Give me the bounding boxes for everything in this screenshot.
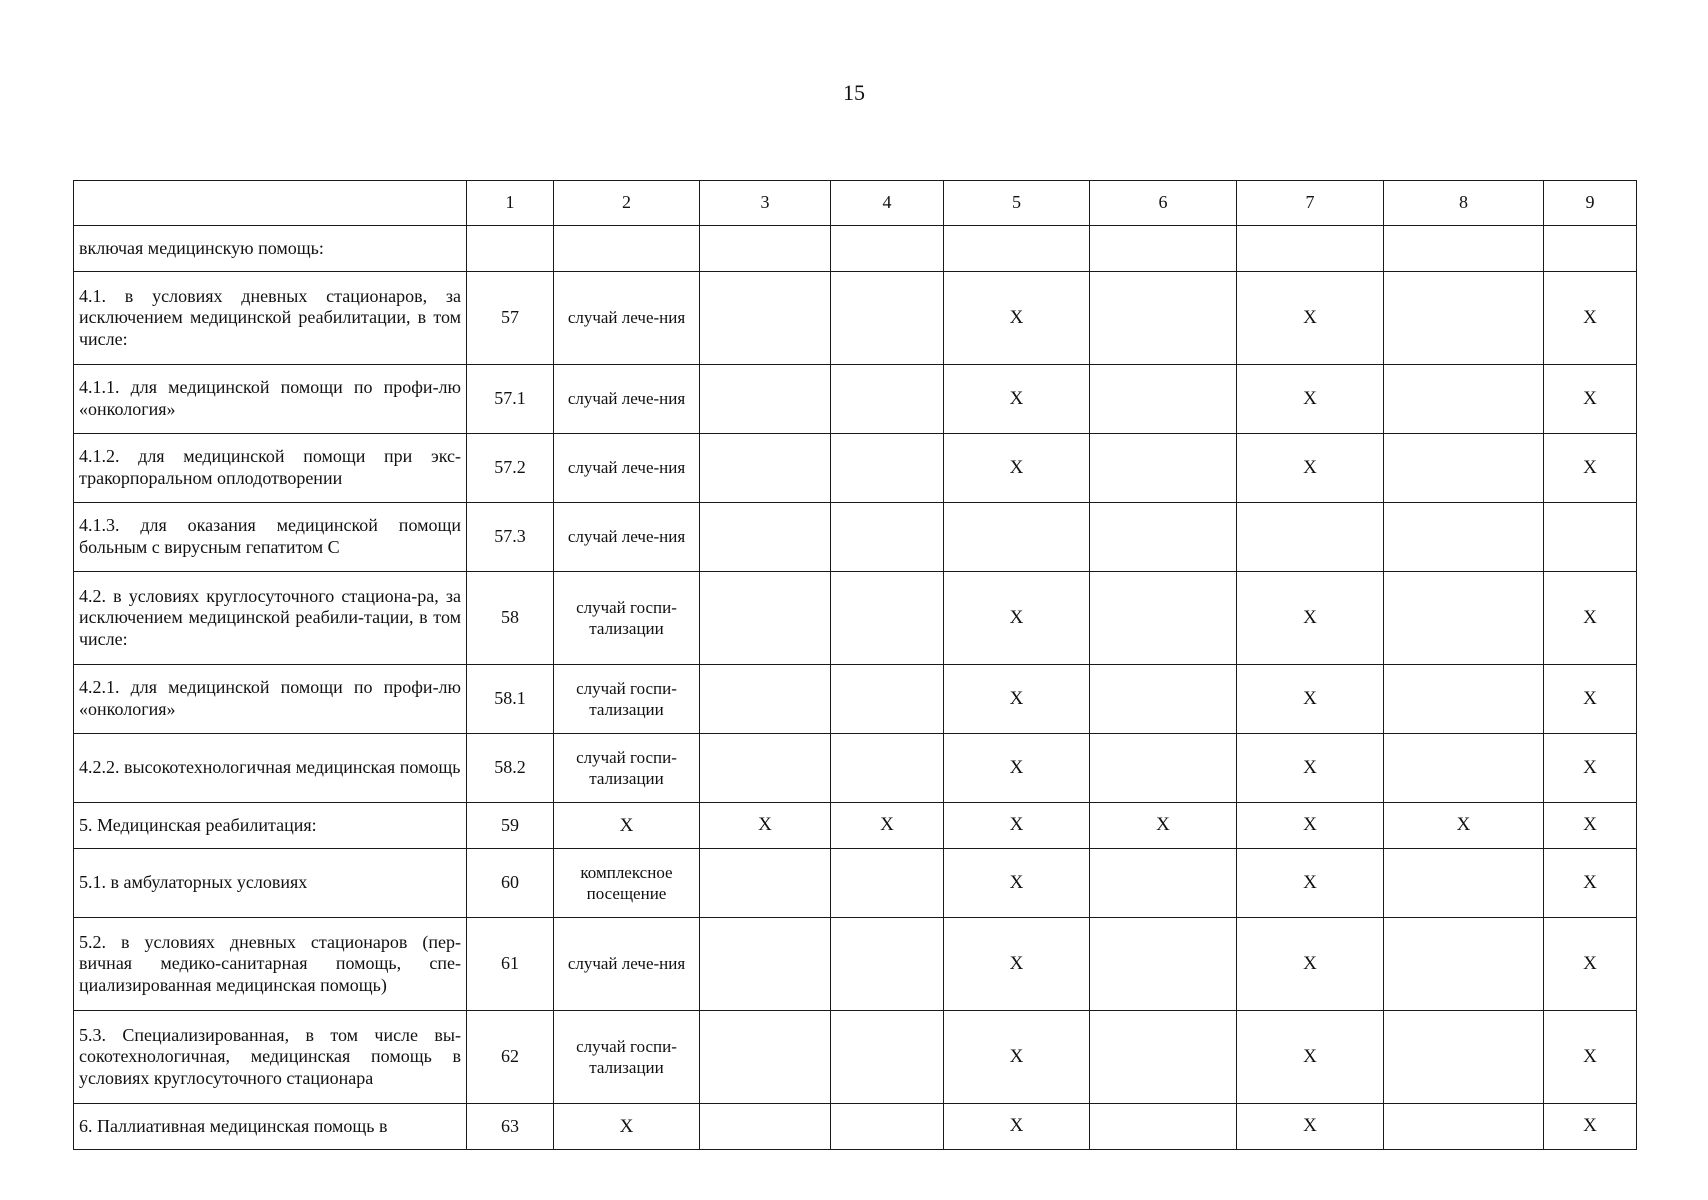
cell-col-8 bbox=[1384, 434, 1544, 503]
row-unit bbox=[554, 226, 700, 272]
row-unit: случай лече-ния bbox=[554, 434, 700, 503]
cell-col-7: X bbox=[1237, 849, 1384, 918]
cell-col-8 bbox=[1384, 226, 1544, 272]
cell-col-9 bbox=[1544, 503, 1637, 572]
page-number: 15 bbox=[843, 80, 865, 105]
cell-col-4 bbox=[831, 1011, 944, 1104]
cell-col-8 bbox=[1384, 503, 1544, 572]
cell-col-6: X bbox=[1090, 803, 1237, 849]
row-number: 58.2 bbox=[467, 734, 554, 803]
cell-col-8 bbox=[1384, 665, 1544, 734]
cell-col-4 bbox=[831, 734, 944, 803]
cell-col-7: X bbox=[1237, 1104, 1384, 1150]
row-number: 61 bbox=[467, 918, 554, 1011]
cell-col-9 bbox=[1544, 226, 1637, 272]
row-number: 57.1 bbox=[467, 365, 554, 434]
cell-col-3 bbox=[700, 918, 831, 1011]
cell-col-9: X bbox=[1544, 803, 1637, 849]
cell-col-4 bbox=[831, 272, 944, 365]
header-cell: 2 bbox=[554, 181, 700, 226]
cell-col-4 bbox=[831, 503, 944, 572]
row-description: 4.2.2. высокотехнологичная медицинская помощь bbox=[74, 734, 467, 803]
cell-col-9: X bbox=[1544, 1011, 1637, 1104]
cell-col-6 bbox=[1090, 226, 1237, 272]
cell-col-5: X bbox=[944, 1011, 1090, 1104]
table-row bbox=[74, 665, 1637, 734]
row-description: 4.1.3. для оказания медицинской помощи больным с вирусным гепатитом С bbox=[74, 503, 467, 572]
cell-col-6 bbox=[1090, 272, 1237, 365]
data-table bbox=[73, 180, 1637, 1150]
cell-col-5: X bbox=[944, 665, 1090, 734]
row-number: 60 bbox=[467, 849, 554, 918]
table-row bbox=[74, 572, 1637, 665]
row-unit: комплексное посещение bbox=[554, 849, 700, 918]
table-row bbox=[74, 803, 1637, 849]
cell-col-5: X bbox=[944, 434, 1090, 503]
table-row bbox=[74, 1104, 1637, 1150]
table-row bbox=[74, 734, 1637, 803]
row-number: 58 bbox=[467, 572, 554, 665]
cell-col-5: X bbox=[944, 918, 1090, 1011]
cell-col-7: X bbox=[1237, 365, 1384, 434]
cell-col-5: X bbox=[944, 365, 1090, 434]
cell-col-7: X bbox=[1237, 434, 1384, 503]
cell-col-3 bbox=[700, 849, 831, 918]
row-description: 5.3. Специализированная, в том числе вы-сокотехнологичная, медицинская помощь в условиях круглосуточного стационара bbox=[74, 1011, 467, 1104]
cell-col-4 bbox=[831, 226, 944, 272]
cell-col-7 bbox=[1237, 503, 1384, 572]
cell-col-5: X bbox=[944, 849, 1090, 918]
row-description: 5.2. в условиях дневных стационаров (пер-вичная медико-санитарная помощь, спе-циализированная медицинская помощь) bbox=[74, 918, 467, 1011]
header-cell: 6 bbox=[1090, 181, 1237, 226]
cell-col-7: X bbox=[1237, 1011, 1384, 1104]
table-row bbox=[74, 226, 1637, 272]
cell-col-8 bbox=[1384, 365, 1544, 434]
cell-col-7: X bbox=[1237, 272, 1384, 365]
cell-col-3 bbox=[700, 503, 831, 572]
table-row bbox=[74, 503, 1637, 572]
cell-col-5 bbox=[944, 503, 1090, 572]
cell-col-5: X bbox=[944, 1104, 1090, 1150]
table-row bbox=[74, 365, 1637, 434]
cell-col-7: X bbox=[1237, 572, 1384, 665]
cell-col-8 bbox=[1384, 1011, 1544, 1104]
cell-col-8 bbox=[1384, 734, 1544, 803]
cell-col-8: X bbox=[1384, 803, 1544, 849]
header-cell: 9 bbox=[1544, 181, 1637, 226]
header-cell: 4 bbox=[831, 181, 944, 226]
row-description: включая медицинскую помощь: bbox=[74, 226, 467, 272]
row-description: 4.2.1. для медицинской помощи по профи-лю «онкология» bbox=[74, 665, 467, 734]
table-row bbox=[74, 1011, 1637, 1104]
cell-col-3 bbox=[700, 1104, 831, 1150]
cell-col-6 bbox=[1090, 918, 1237, 1011]
row-description: 4.1.2. для медицинской помощи при экс-тракорпоральном оплодотворении bbox=[74, 434, 467, 503]
cell-col-6 bbox=[1090, 734, 1237, 803]
cell-col-3 bbox=[700, 734, 831, 803]
header-cell: 8 bbox=[1384, 181, 1544, 226]
column-number-header-row bbox=[74, 181, 1637, 226]
table-row bbox=[74, 434, 1637, 503]
header-cell: 5 bbox=[944, 181, 1090, 226]
cell-col-4 bbox=[831, 849, 944, 918]
cell-col-5: X bbox=[944, 272, 1090, 365]
cell-col-7 bbox=[1237, 226, 1384, 272]
cell-col-7: X bbox=[1237, 918, 1384, 1011]
row-description: 5. Медицинская реабилитация: bbox=[74, 803, 467, 849]
row-unit: X bbox=[554, 1104, 700, 1150]
row-number bbox=[467, 226, 554, 272]
cell-col-8 bbox=[1384, 918, 1544, 1011]
row-unit: случай госпи-тализации bbox=[554, 734, 700, 803]
row-unit: случай лече-ния bbox=[554, 365, 700, 434]
row-unit: случай госпи-тализации bbox=[554, 665, 700, 734]
cell-col-8 bbox=[1384, 1104, 1544, 1150]
header-cell: 7 bbox=[1237, 181, 1384, 226]
cell-col-6 bbox=[1090, 434, 1237, 503]
cell-col-4: X bbox=[831, 803, 944, 849]
cell-col-3 bbox=[700, 226, 831, 272]
cell-col-9: X bbox=[1544, 849, 1637, 918]
cell-col-5 bbox=[944, 226, 1090, 272]
cell-col-9: X bbox=[1544, 434, 1637, 503]
cell-col-9: X bbox=[1544, 734, 1637, 803]
cell-col-4 bbox=[831, 365, 944, 434]
row-number: 57.2 bbox=[467, 434, 554, 503]
cell-col-3 bbox=[700, 434, 831, 503]
row-description: 6. Паллиативная медицинская помощь в bbox=[74, 1104, 467, 1150]
cell-col-3 bbox=[700, 665, 831, 734]
row-unit: X bbox=[554, 803, 700, 849]
row-description: 4.1.1. для медицинской помощи по профи-лю «онкология» bbox=[74, 365, 467, 434]
row-description: 5.1. в амбулаторных условиях bbox=[74, 849, 467, 918]
header-cell bbox=[74, 181, 467, 226]
cell-col-6 bbox=[1090, 849, 1237, 918]
row-number: 58.1 bbox=[467, 665, 554, 734]
cell-col-4 bbox=[831, 918, 944, 1011]
row-unit: случай лече-ния bbox=[554, 918, 700, 1011]
cell-col-9: X bbox=[1544, 665, 1637, 734]
cell-col-3 bbox=[700, 572, 831, 665]
cell-col-8 bbox=[1384, 272, 1544, 365]
cell-col-9: X bbox=[1544, 572, 1637, 665]
cell-col-6 bbox=[1090, 1011, 1237, 1104]
cell-col-8 bbox=[1384, 849, 1544, 918]
row-unit: случай госпи-тализации bbox=[554, 572, 700, 665]
cell-col-3 bbox=[700, 1011, 831, 1104]
cell-col-6 bbox=[1090, 572, 1237, 665]
cell-col-9: X bbox=[1544, 918, 1637, 1011]
row-number: 57.3 bbox=[467, 503, 554, 572]
cell-col-3: X bbox=[700, 803, 831, 849]
row-description: 4.1. в условиях дневных стационаров, за исключением медицинской реабилитации, в том числе: bbox=[74, 272, 467, 365]
cell-col-4 bbox=[831, 1104, 944, 1150]
cell-col-5: X bbox=[944, 803, 1090, 849]
cell-col-7: X bbox=[1237, 803, 1384, 849]
header-cell: 1 bbox=[467, 181, 554, 226]
row-number: 57 bbox=[467, 272, 554, 365]
cell-col-4 bbox=[831, 665, 944, 734]
cell-col-4 bbox=[831, 572, 944, 665]
row-unit: случай госпи-тализации bbox=[554, 1011, 700, 1104]
table-row bbox=[74, 918, 1637, 1011]
cell-col-6 bbox=[1090, 1104, 1237, 1150]
cell-col-3 bbox=[700, 272, 831, 365]
cell-col-9: X bbox=[1544, 272, 1637, 365]
cell-col-9: X bbox=[1544, 365, 1637, 434]
cell-col-6 bbox=[1090, 665, 1237, 734]
cell-col-7: X bbox=[1237, 665, 1384, 734]
cell-col-4 bbox=[831, 434, 944, 503]
cell-col-8 bbox=[1384, 572, 1544, 665]
row-number: 62 bbox=[467, 1011, 554, 1104]
header-cell: 3 bbox=[700, 181, 831, 226]
cell-col-5: X bbox=[944, 572, 1090, 665]
cell-col-5: X bbox=[944, 734, 1090, 803]
row-number: 59 bbox=[467, 803, 554, 849]
table-row bbox=[74, 272, 1637, 365]
cell-col-9: X bbox=[1544, 1104, 1637, 1150]
cell-col-3 bbox=[700, 365, 831, 434]
row-number: 63 bbox=[467, 1104, 554, 1150]
row-unit: случай лече-ния bbox=[554, 272, 700, 365]
table-row bbox=[74, 849, 1637, 918]
row-unit: случай лече-ния bbox=[554, 503, 700, 572]
cell-col-6 bbox=[1090, 365, 1237, 434]
cell-col-6 bbox=[1090, 503, 1237, 572]
cell-col-7: X bbox=[1237, 734, 1384, 803]
row-description: 4.2. в условиях круглосуточного стациона-ра, за исключением медицинской реабили-тации, в том числе: bbox=[74, 572, 467, 665]
